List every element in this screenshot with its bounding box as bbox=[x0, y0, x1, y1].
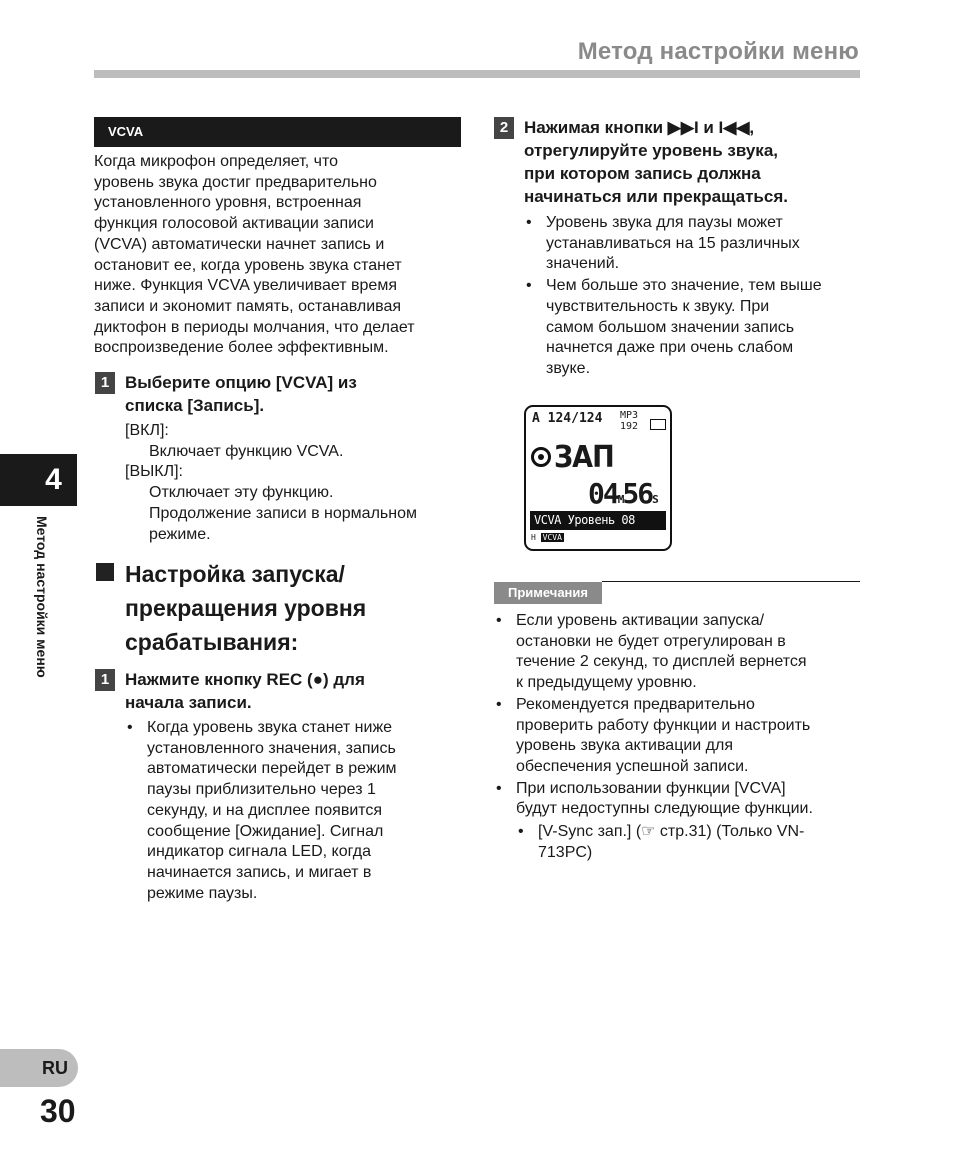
step-line: Нажмите кнопку REC (●) для bbox=[125, 670, 365, 689]
step-instruction bbox=[125, 371, 465, 417]
step-line: отрегулируйте уровень звука, bbox=[524, 141, 778, 160]
step-instruction bbox=[524, 116, 864, 208]
step-line: начала записи. bbox=[125, 693, 252, 712]
chapter-tab: 4 bbox=[0, 454, 77, 506]
record-icon bbox=[531, 447, 551, 467]
option-list bbox=[125, 421, 465, 545]
step-line: списка [Запись]. bbox=[125, 396, 265, 415]
option-off-desc: Отключает эту функцию. bbox=[149, 484, 334, 502]
section-square-icon bbox=[96, 563, 114, 581]
section-title-line: прекращения уровня bbox=[125, 595, 367, 621]
bullet-item: • Когда уровень звука станет ниже установленного значения, запись автоматически перейдет в режим паузы приблизительно через 1 секунду, и на дисплее появится сообщение [Ожидание]. Сигнал индикатор сигнала LED, когда начинается запись, и мигает в режиме паузы. bbox=[125, 718, 465, 904]
notes-heading: Примечания bbox=[494, 582, 602, 604]
step-line: Нажимая кнопки ▶▶I и I◀◀, bbox=[524, 118, 755, 137]
note-item: • При использовании функции [VCVA] будут недоступны следующие функции. • [V-Sync зап.] (☞ стр.31) (Только VN- 713PC) bbox=[494, 779, 864, 864]
option-off-desc: Продолжение записи в нормальном bbox=[149, 504, 417, 522]
intro-line: (VCVA) автоматически начнет запись и bbox=[94, 235, 385, 253]
intro-line: ниже. Функция VCVA увеличивает время bbox=[94, 277, 397, 295]
intro-line: остановит ее, когда уровень звука станет bbox=[94, 256, 402, 274]
note-sub-item: • [V-Sync зап.] (☞ стр.31) (Только VN- 713PC) bbox=[516, 822, 864, 863]
intro-line: установленного уровня, встроенная bbox=[94, 194, 362, 212]
vcva-heading: VCVA bbox=[94, 117, 461, 147]
step-number: 1 bbox=[95, 372, 115, 394]
vcva-intro bbox=[94, 152, 462, 359]
notes-list bbox=[494, 611, 864, 864]
option-on-label: [ВКЛ]: bbox=[125, 422, 169, 439]
record-status: ЗАП bbox=[554, 440, 614, 475]
intro-line: Когда микрофон определяет, что bbox=[94, 153, 338, 170]
recorder-display bbox=[524, 405, 672, 551]
chapter-title-vertical: Метод настройки меню bbox=[34, 516, 50, 678]
format-indicator: MP3 192 bbox=[620, 410, 639, 432]
intro-line: воспроизведение более эффективным. bbox=[94, 339, 389, 357]
section-title-line: срабатывания: bbox=[125, 629, 299, 655]
step-line: начинаться или прекращаться. bbox=[524, 187, 788, 206]
intro-line: записи и экономит память, останавливая bbox=[94, 297, 402, 315]
step-number: 1 bbox=[95, 669, 115, 691]
note-sublist bbox=[516, 822, 864, 863]
step-line: при котором запись должна bbox=[524, 164, 761, 183]
page-header-title: Метод настройки меню bbox=[577, 38, 859, 65]
section-title bbox=[125, 557, 465, 659]
folder-indicator: A 124/124 bbox=[532, 411, 603, 426]
bullet-item: • Чем больше это значение, тем выше чувствительность к звуку. При самом большом значении запись начнется даже при очень слабом звуке. bbox=[524, 276, 864, 380]
page-number: 30 bbox=[40, 1093, 76, 1129]
step-instruction bbox=[125, 668, 465, 714]
step-number: 2 bbox=[494, 117, 514, 139]
intro-line: функция голосовой активации записи bbox=[94, 215, 374, 233]
intro-line: уровень звука достиг предварительно bbox=[94, 173, 377, 191]
option-off-desc: режиме. bbox=[149, 525, 211, 543]
bullet-item: • Уровень звука для паузы может устанавливаться на 15 различных значений. bbox=[524, 213, 864, 275]
header-rule bbox=[94, 70, 860, 78]
elapsed-time: 04M56S bbox=[588, 477, 657, 510]
step-line: Выберите опцию [VCVA] из bbox=[125, 373, 357, 392]
step2-bullets bbox=[524, 213, 864, 381]
note-item: • Рекомендуется предварительно проверить работу функции и настроить уровень звука активации для обеспечения успешной записи. bbox=[494, 695, 864, 778]
step-bullets bbox=[125, 718, 465, 905]
intro-line: диктофон в периоды молчания, что делает bbox=[94, 318, 415, 336]
vcva-level-bar: VCVA Уровень 08 bbox=[530, 511, 666, 530]
note-item: • Если уровень активации запуска/ остановки не будет отрегулирован в течение 2 секунд, то дисплей вернется к предыдущему уровню. bbox=[494, 611, 864, 694]
language-tab: RU bbox=[0, 1049, 78, 1087]
option-off-label: [ВЫКЛ]: bbox=[125, 463, 183, 481]
notes-rule bbox=[602, 581, 860, 582]
option-on-desc: Включает функцию VCVA. bbox=[149, 442, 344, 460]
section-title-line: Настройка запуска/ bbox=[125, 561, 345, 587]
battery-icon bbox=[650, 419, 666, 430]
display-footer: H VCVA bbox=[531, 533, 562, 542]
